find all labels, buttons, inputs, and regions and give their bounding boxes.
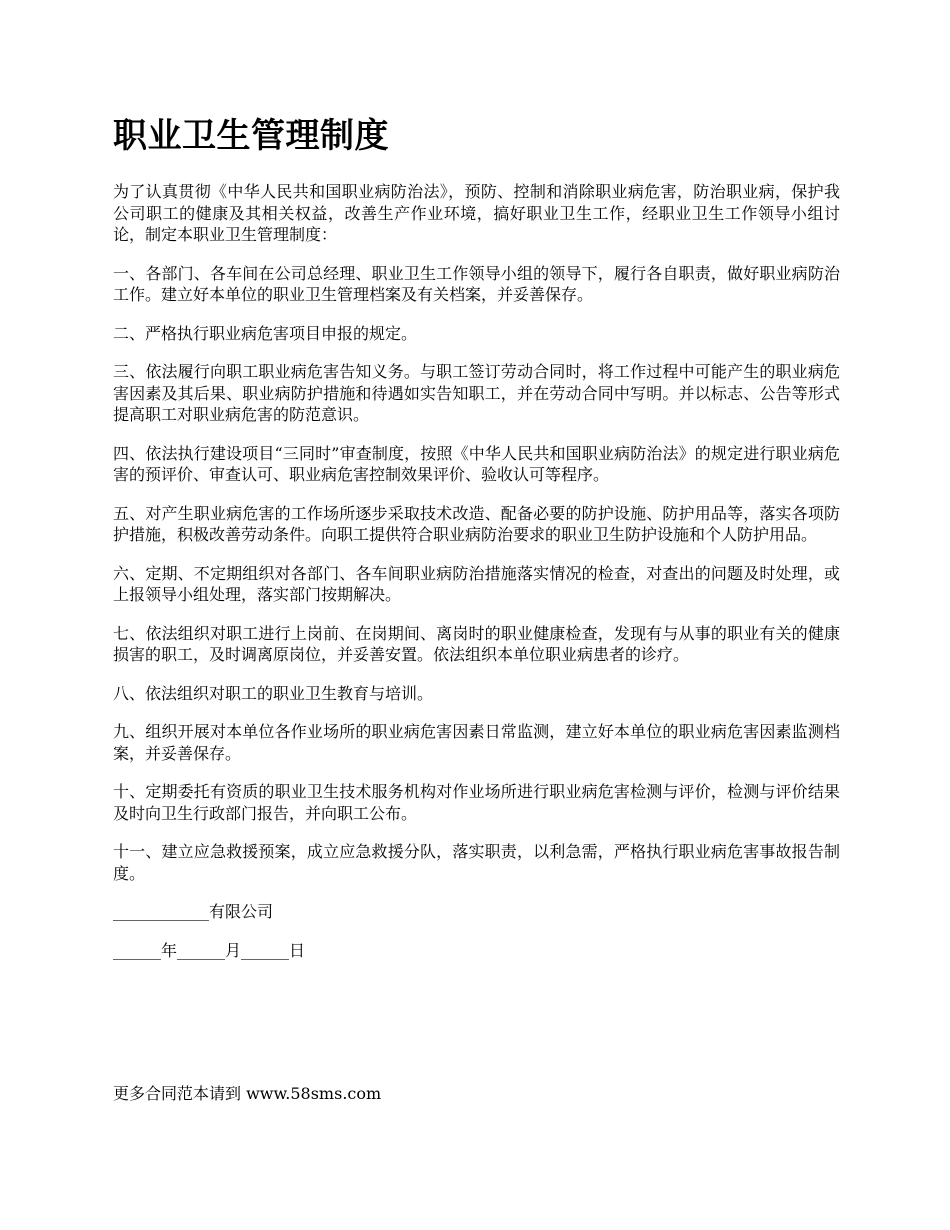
document-body [113,112,840,962]
clause-8: 八、依法组织对职工的职业卫生教育与培训。 [113,683,434,703]
clause-2: 二、严格执行职业病危害项目申报的规定。 [113,323,418,343]
footer-link-text: 更多合同范本请到 www.58sms.com [113,1084,382,1103]
clause-11: 十一、建立应急救援预案，成立应急救援分队，落实职责，以利急需，严格执行职业病危害事故报告制度。 [113,842,840,883]
page-title: 职业卫生管理制度 [113,116,389,156]
clause-1: 一、各部门、各车间在公司总经理、职业卫生工作领导小组的领导下，履行各自职责，做好职业病防治工作。建立好本单位的职业卫生管理档案及有关档案，并妥善保存。 [113,263,840,304]
clause-6: 六、定期、不定期组织对各部门、各车间职业病防治措施落实情况的检查，对查出的问题及时处理，或上报领导小组处理，落实部门按期解决。 [113,563,840,604]
clause-7: 七、依法组织对职工进行上岗前、在岗期间、离岗时的职业健康检查，发现有与从事的职业有关的健康损害的职工，及时调离原岗位，并妥善安置。依法组织本单位职业病患者的诊疗。 [113,623,840,664]
clause-10: 十、定期委托有资质的职业卫生技术服务机构对作业场所进行职业病危害检测与评价，检测与评价结果及时向卫生行政部门报告，并向职工公布。 [113,782,840,823]
clause-4: 四、依法执行建设项目“三同时”审查制度，按照《中华人民共和国职业病防治法》的规定进行职业病危害的预评价、审查认可、职业病危害控制效果评价、验收认可等程序。 [113,443,840,484]
clause-5: 五、对产生职业病危害的工作场所逐步采取技术改造、配备必要的防护设施、防护用品等，落实各项防护措施，积极改善劳动条件。向职工提供符合职业病防治要求的职业卫生防护设施和个人防护用品。 [113,503,840,544]
intro-paragraph: 为了认真贯彻《中华人民共和国职业病防治法》，预防、控制和消除职业病危害，防治职业病，保护我公司职工的健康及其相关权益，改善生产作业环境，搞好职业卫生工作，经职业卫生工作领导小组讨论，制定本职业卫生管理制度： [113,182,840,244]
signature-company-line: ____________有限公司 [113,902,274,921]
signature-date-line: ______年______月______日 [113,941,306,960]
clause-9: 九、组织开展对本单位各作业场所的职业病危害因素日常监测，建立好本单位的职业病危害因素监测档案，并妥善保存。 [113,722,840,763]
clause-3: 三、依法履行向职工职业病危害告知义务。与职工签订劳动合同时，将工作过程中可能产生的职业病危害因素及其后果、职业病防护措施和待遇如实告知职工，并在劳动合同中写明。并以标志、公告等形式提高职工对职业病危害的防范意识。 [113,362,840,424]
